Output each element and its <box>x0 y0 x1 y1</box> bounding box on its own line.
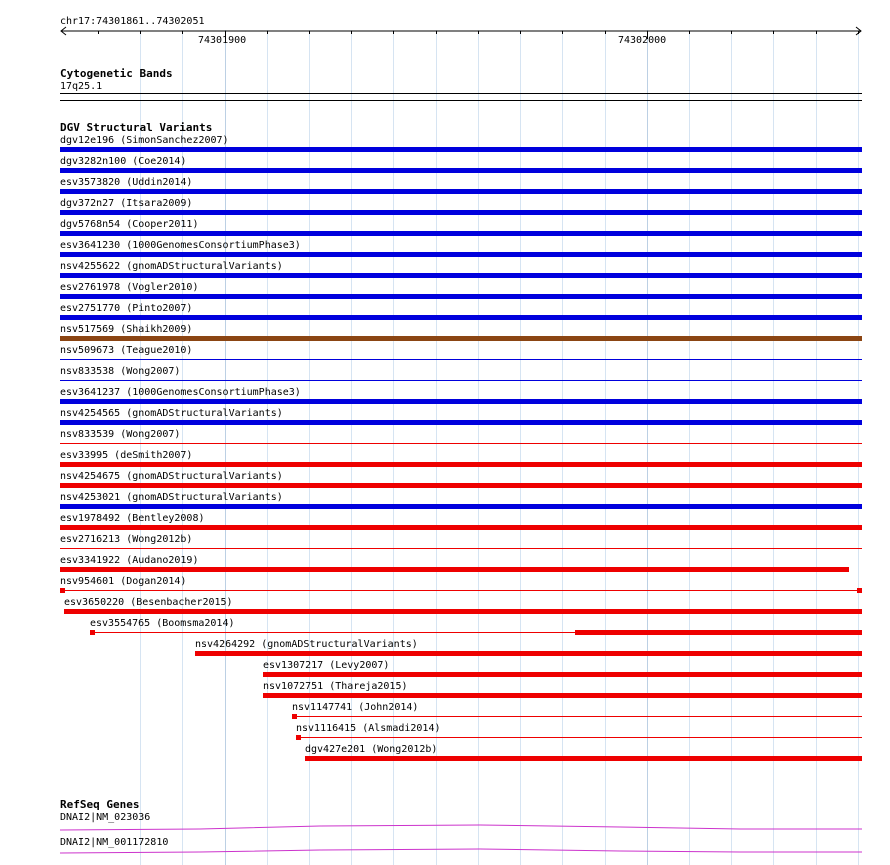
cytoband-track-title[interactable]: Cytogenetic Bands <box>60 67 173 80</box>
dgv-feature-line[interactable] <box>60 590 862 591</box>
dgv-feature-bar[interactable] <box>263 693 862 698</box>
dgv-feature-label: esv1978492 (Bentley2008) <box>60 513 205 524</box>
dgv-track-title[interactable]: DGV Structural Variants <box>60 121 213 134</box>
dgv-feature-endpoint[interactable] <box>296 735 301 740</box>
dgv-feature-bar[interactable] <box>60 504 862 509</box>
dgv-feature-bar[interactable] <box>60 567 849 572</box>
dgv-feature-line[interactable] <box>60 359 862 360</box>
dgv-feature-bar[interactable] <box>263 672 862 677</box>
dgv-feature-line[interactable] <box>60 443 862 444</box>
dgv-feature-bar[interactable] <box>64 609 862 614</box>
dgv-feature-bar[interactable] <box>60 210 862 215</box>
dgv-feature-label: dgv5768n54 (Cooper2011) <box>60 219 199 230</box>
dgv-feature-label: nsv1147741 (John2014) <box>292 702 419 713</box>
dgv-feature-bar[interactable] <box>60 168 862 173</box>
dgv-feature-bar[interactable] <box>60 525 862 530</box>
dgv-feature-label: esv3573820 (Uddin2014) <box>60 177 193 188</box>
gene-label: DNAI2|NM_001172810 <box>60 837 169 848</box>
dgv-feature-bar[interactable] <box>60 231 862 236</box>
ruler-tick-label: 74302000 <box>618 35 667 46</box>
dgv-feature-label: esv3641230 (1000GenomesConsortiumPhase3) <box>60 240 301 251</box>
dgv-feature-label: nsv833539 (Wong2007) <box>60 429 181 440</box>
dgv-feature-label: esv2761978 (Vogler2010) <box>60 282 199 293</box>
dgv-feature-label: esv3341922 (Audano2019) <box>60 555 199 566</box>
cytoband-label: 17q25.1 <box>60 81 103 92</box>
dgv-feature-label: esv1307217 (Levy2007) <box>263 660 390 671</box>
dgv-feature-bar[interactable] <box>60 462 862 467</box>
dgv-feature-endpoint[interactable] <box>857 588 862 593</box>
dgv-feature-label: esv3650220 (Besenbacher2015) <box>64 597 233 608</box>
dgv-feature-label: nsv4255622 (gnomADStructuralVariants) <box>60 261 283 272</box>
dgv-feature-label: nsv833538 (Wong2007) <box>60 366 181 377</box>
dgv-feature-bar[interactable] <box>60 315 862 320</box>
dgv-feature-label: esv2716213 (Wong2012b) <box>60 534 193 545</box>
dgv-feature-label: nsv517569 (Shaikh2009) <box>60 324 193 335</box>
dgv-feature-label: esv33995 (deSmith2007) <box>60 450 193 461</box>
ruler-tick-label: 74301900 <box>198 35 247 46</box>
dgv-feature-line[interactable] <box>90 632 575 633</box>
dgv-feature-bar[interactable] <box>60 420 862 425</box>
dgv-feature-bar[interactable] <box>60 483 862 488</box>
ruler[interactable] <box>0 25 890 41</box>
dgv-feature-endpoint[interactable] <box>60 588 65 593</box>
dgv-feature-bar[interactable] <box>60 336 862 341</box>
refseq-track-title[interactable]: RefSeq Genes <box>60 798 140 811</box>
dgv-feature-label: esv3554765 (Boomsma2014) <box>90 618 235 629</box>
dgv-feature-bar[interactable] <box>60 252 862 257</box>
dgv-feature-label: dgv12e196 (SimonSanchez2007) <box>60 135 229 146</box>
dgv-feature-label: nsv4254565 (gnomADStructuralVariants) <box>60 408 283 419</box>
dgv-feature-bar[interactable] <box>60 399 862 404</box>
dgv-feature-bar[interactable] <box>60 294 862 299</box>
dgv-feature-label: nsv1116415 (Alsmadi2014) <box>296 723 441 734</box>
dgv-feature-label: nsv4253021 (gnomADStructuralVariants) <box>60 492 283 503</box>
dgv-feature-bar[interactable] <box>60 273 862 278</box>
cytoband-outline-bottom <box>60 100 862 101</box>
dgv-feature-bar[interactable] <box>305 756 862 761</box>
dgv-feature-label: nsv4254675 (gnomADStructuralVariants) <box>60 471 283 482</box>
dgv-feature-label: nsv954601 (Dogan2014) <box>60 576 187 587</box>
dgv-feature-label: nsv4264292 (gnomADStructuralVariants) <box>195 639 418 650</box>
dgv-feature-bar[interactable] <box>575 630 862 635</box>
dgv-feature-line[interactable] <box>60 548 862 549</box>
cytoband-outline-top <box>60 93 862 94</box>
dgv-feature-label: esv3641237 (1000GenomesConsortiumPhase3) <box>60 387 301 398</box>
dgv-feature-bar[interactable] <box>60 189 862 194</box>
gene-model[interactable] <box>0 845 890 857</box>
dgv-feature-label: nsv509673 (Teague2010) <box>60 345 193 356</box>
locus-label: chr17:74301861..74302051 <box>60 16 205 27</box>
dgv-feature-line[interactable] <box>292 716 862 717</box>
dgv-feature-label: dgv3282n100 (Coe2014) <box>60 156 187 167</box>
dgv-feature-label: dgv427e201 (Wong2012b) <box>305 744 438 755</box>
dgv-feature-label: dgv372n27 (Itsara2009) <box>60 198 193 209</box>
dgv-feature-bar[interactable] <box>60 147 862 152</box>
gene-model[interactable] <box>0 820 890 832</box>
dgv-feature-line[interactable] <box>296 737 862 738</box>
dgv-feature-bar[interactable] <box>195 651 862 656</box>
dgv-feature-endpoint[interactable] <box>292 714 297 719</box>
gene-label: DNAI2|NM_023036 <box>60 812 151 823</box>
dgv-feature-label: esv2751770 (Pinto2007) <box>60 303 193 314</box>
dgv-feature-label: nsv1072751 (Thareja2015) <box>263 681 408 692</box>
dgv-feature-line[interactable] <box>60 380 862 381</box>
